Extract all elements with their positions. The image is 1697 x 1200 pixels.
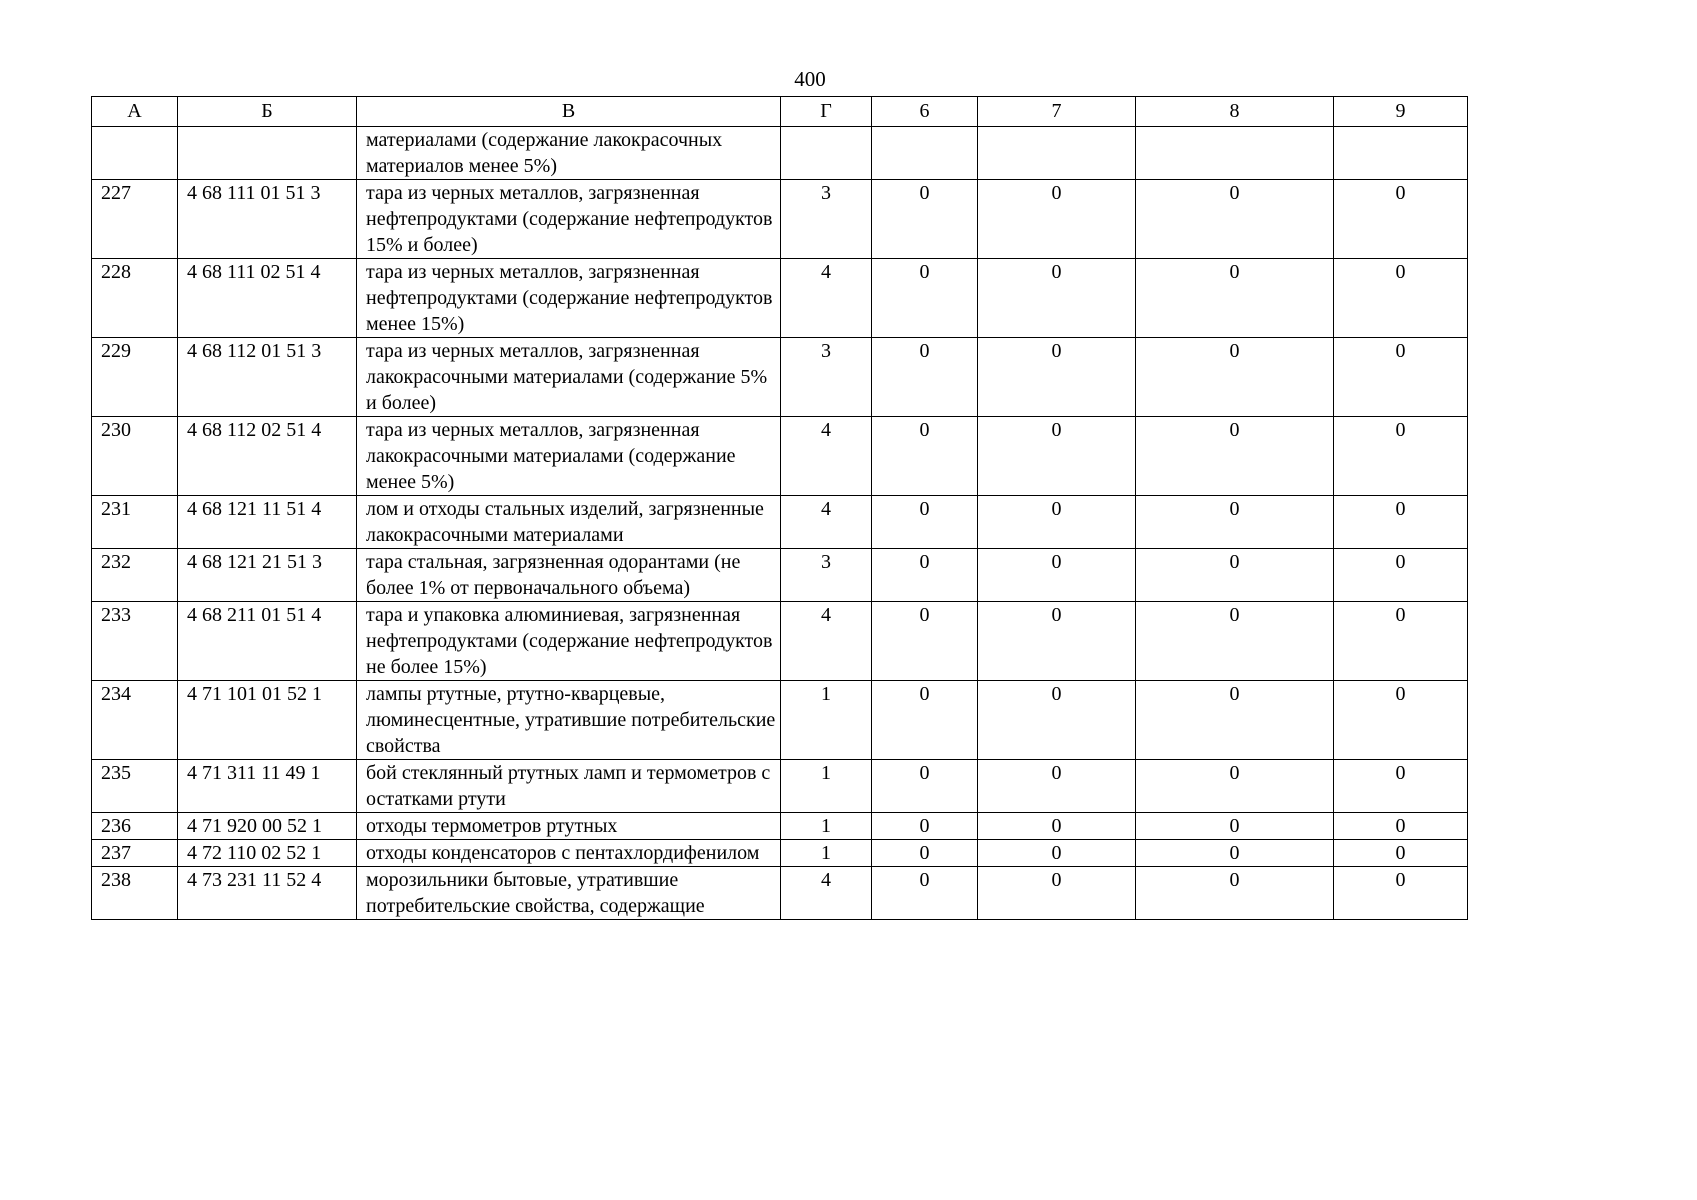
table-row bbox=[92, 840, 1468, 867]
column-9-cell: 0 bbox=[1334, 867, 1468, 920]
table-row bbox=[92, 760, 1468, 813]
column-7-cell: 0 bbox=[978, 813, 1136, 840]
column-9-cell: 0 bbox=[1334, 760, 1468, 813]
column-9-cell: 0 bbox=[1334, 681, 1468, 760]
column-7-cell: 0 bbox=[978, 417, 1136, 496]
table-row bbox=[92, 813, 1468, 840]
column-8-cell: 0 bbox=[1136, 338, 1334, 417]
column-8-cell: 0 bbox=[1136, 496, 1334, 549]
description-cell: морозильники бытовые, утратившие потребительские свойства, содержащие bbox=[357, 867, 781, 920]
column-header-6: 6 bbox=[872, 97, 978, 127]
column-6-cell: 0 bbox=[872, 496, 978, 549]
description-cell: тара и упаковка алюминиевая, загрязненная нефтепродуктами (содержание нефтепродуктов не более 15%) bbox=[357, 602, 781, 681]
waste-code-cell: 4 71 920 00 52 1 bbox=[178, 813, 357, 840]
table-row bbox=[92, 338, 1468, 417]
row-number-cell bbox=[92, 127, 178, 180]
description-cell: бой стеклянный ртутных ламп и термометров с остатками ртути bbox=[357, 760, 781, 813]
column-header-a: А bbox=[92, 97, 178, 127]
table-row bbox=[92, 602, 1468, 681]
column-8-cell bbox=[1136, 127, 1334, 180]
table-row bbox=[92, 259, 1468, 338]
row-number-cell: 237 bbox=[92, 840, 178, 867]
column-7-cell: 0 bbox=[978, 549, 1136, 602]
table-row bbox=[92, 127, 1468, 180]
column-7-cell: 0 bbox=[978, 681, 1136, 760]
row-number-cell: 233 bbox=[92, 602, 178, 681]
row-number-cell: 238 bbox=[92, 867, 178, 920]
hazard-class-cell: 4 bbox=[781, 417, 872, 496]
waste-code-cell: 4 68 112 02 51 4 bbox=[178, 417, 357, 496]
column-9-cell: 0 bbox=[1334, 840, 1468, 867]
waste-code-cell: 4 68 211 01 51 4 bbox=[178, 602, 357, 681]
column-8-cell: 0 bbox=[1136, 259, 1334, 338]
description-cell: лампы ртутные, ртутно-кварцевые, люминесцентные, утратившие потребительские свойства bbox=[357, 681, 781, 760]
hazard-class-cell: 4 bbox=[781, 867, 872, 920]
column-7-cell: 0 bbox=[978, 840, 1136, 867]
waste-code-cell: 4 68 121 21 51 3 bbox=[178, 549, 357, 602]
row-number-cell: 230 bbox=[92, 417, 178, 496]
column-6-cell: 0 bbox=[872, 867, 978, 920]
column-7-cell: 0 bbox=[978, 496, 1136, 549]
column-7-cell: 0 bbox=[978, 602, 1136, 681]
description-cell: тара из черных металлов, загрязненная нефтепродуктами (содержание нефтепродуктов менее 15%) bbox=[357, 259, 781, 338]
waste-code-cell bbox=[178, 127, 357, 180]
column-6-cell: 0 bbox=[872, 417, 978, 496]
hazard-class-cell: 4 bbox=[781, 259, 872, 338]
column-9-cell: 0 bbox=[1334, 417, 1468, 496]
row-number-cell: 228 bbox=[92, 259, 178, 338]
column-8-cell: 0 bbox=[1136, 417, 1334, 496]
column-7-cell: 0 bbox=[978, 180, 1136, 259]
row-number-cell: 234 bbox=[92, 681, 178, 760]
waste-code-cell: 4 68 112 01 51 3 bbox=[178, 338, 357, 417]
column-6-cell: 0 bbox=[872, 681, 978, 760]
hazard-class-cell: 1 bbox=[781, 813, 872, 840]
table-row bbox=[92, 496, 1468, 549]
hazard-class-cell: 3 bbox=[781, 549, 872, 602]
row-number-cell: 229 bbox=[92, 338, 178, 417]
column-9-cell: 0 bbox=[1334, 259, 1468, 338]
table-header-row bbox=[92, 97, 1468, 127]
hazard-class-cell: 3 bbox=[781, 180, 872, 259]
hazard-class-cell: 1 bbox=[781, 760, 872, 813]
column-9-cell: 0 bbox=[1334, 549, 1468, 602]
description-cell: отходы термометров ртутных bbox=[357, 813, 781, 840]
row-number-cell: 236 bbox=[92, 813, 178, 840]
waste-code-cell: 4 72 110 02 52 1 bbox=[178, 840, 357, 867]
column-header-9: 9 bbox=[1334, 97, 1468, 127]
column-8-cell: 0 bbox=[1136, 760, 1334, 813]
table-row bbox=[92, 417, 1468, 496]
column-7-cell: 0 bbox=[978, 760, 1136, 813]
row-number-cell: 231 bbox=[92, 496, 178, 549]
waste-classification-table bbox=[91, 96, 1468, 920]
description-cell: тара стальная, загрязненная одорантами (не более 1% от первоначального объема) bbox=[357, 549, 781, 602]
column-9-cell bbox=[1334, 127, 1468, 180]
column-8-cell: 0 bbox=[1136, 180, 1334, 259]
description-cell: тара из черных металлов, загрязненная нефтепродуктами (содержание нефтепродуктов 15% и более) bbox=[357, 180, 781, 259]
hazard-class-cell: 1 bbox=[781, 840, 872, 867]
column-6-cell: 0 bbox=[872, 602, 978, 681]
row-number-cell: 235 bbox=[92, 760, 178, 813]
column-header-b: Б bbox=[178, 97, 357, 127]
column-7-cell bbox=[978, 127, 1136, 180]
column-9-cell: 0 bbox=[1334, 602, 1468, 681]
column-8-cell: 0 bbox=[1136, 602, 1334, 681]
column-6-cell: 0 bbox=[872, 840, 978, 867]
column-8-cell: 0 bbox=[1136, 549, 1334, 602]
table-row bbox=[92, 867, 1468, 920]
row-number-cell: 232 bbox=[92, 549, 178, 602]
column-header-8: 8 bbox=[1136, 97, 1334, 127]
description-cell: тара из черных металлов, загрязненная лакокрасочными материалами (содержание менее 5%) bbox=[357, 417, 781, 496]
row-number-cell: 227 bbox=[92, 180, 178, 259]
column-8-cell: 0 bbox=[1136, 681, 1334, 760]
description-cell: отходы конденсаторов с пентахлордифенилом bbox=[357, 840, 781, 867]
waste-code-cell: 4 68 111 01 51 3 bbox=[178, 180, 357, 259]
hazard-class-cell: 3 bbox=[781, 338, 872, 417]
description-cell: лом и отходы стальных изделий, загрязненные лакокрасочными материалами bbox=[357, 496, 781, 549]
waste-code-cell: 4 71 311 11 49 1 bbox=[178, 760, 357, 813]
table-row bbox=[92, 681, 1468, 760]
column-9-cell: 0 bbox=[1334, 180, 1468, 259]
waste-code-cell: 4 68 121 11 51 4 bbox=[178, 496, 357, 549]
column-6-cell: 0 bbox=[872, 760, 978, 813]
waste-code-cell: 4 68 111 02 51 4 bbox=[178, 259, 357, 338]
table-row bbox=[92, 549, 1468, 602]
column-9-cell: 0 bbox=[1334, 496, 1468, 549]
column-6-cell: 0 bbox=[872, 338, 978, 417]
table-row bbox=[92, 180, 1468, 259]
page-number: 400 bbox=[794, 67, 826, 91]
column-7-cell: 0 bbox=[978, 867, 1136, 920]
column-6-cell: 0 bbox=[872, 259, 978, 338]
column-8-cell: 0 bbox=[1136, 840, 1334, 867]
column-header-7: 7 bbox=[978, 97, 1136, 127]
column-header-v: В bbox=[357, 97, 781, 127]
column-6-cell: 0 bbox=[872, 813, 978, 840]
hazard-class-cell bbox=[781, 127, 872, 180]
column-8-cell: 0 bbox=[1136, 867, 1334, 920]
description-cell: тара из черных металлов, загрязненная лакокрасочными материалами (содержание 5% и более) bbox=[357, 338, 781, 417]
waste-code-cell: 4 73 231 11 52 4 bbox=[178, 867, 357, 920]
column-7-cell: 0 bbox=[978, 259, 1136, 338]
description-cell: материалами (содержание лакокрасочных материалов менее 5%) bbox=[357, 127, 781, 180]
column-6-cell: 0 bbox=[872, 180, 978, 259]
column-9-cell: 0 bbox=[1334, 338, 1468, 417]
hazard-class-cell: 4 bbox=[781, 602, 872, 681]
column-7-cell: 0 bbox=[978, 338, 1136, 417]
waste-code-cell: 4 71 101 01 52 1 bbox=[178, 681, 357, 760]
column-6-cell: 0 bbox=[872, 549, 978, 602]
column-9-cell: 0 bbox=[1334, 813, 1468, 840]
table-body bbox=[92, 127, 1468, 920]
column-header-g: Г bbox=[781, 97, 872, 127]
hazard-class-cell: 4 bbox=[781, 496, 872, 549]
hazard-class-cell: 1 bbox=[781, 681, 872, 760]
column-8-cell: 0 bbox=[1136, 813, 1334, 840]
column-6-cell bbox=[872, 127, 978, 180]
